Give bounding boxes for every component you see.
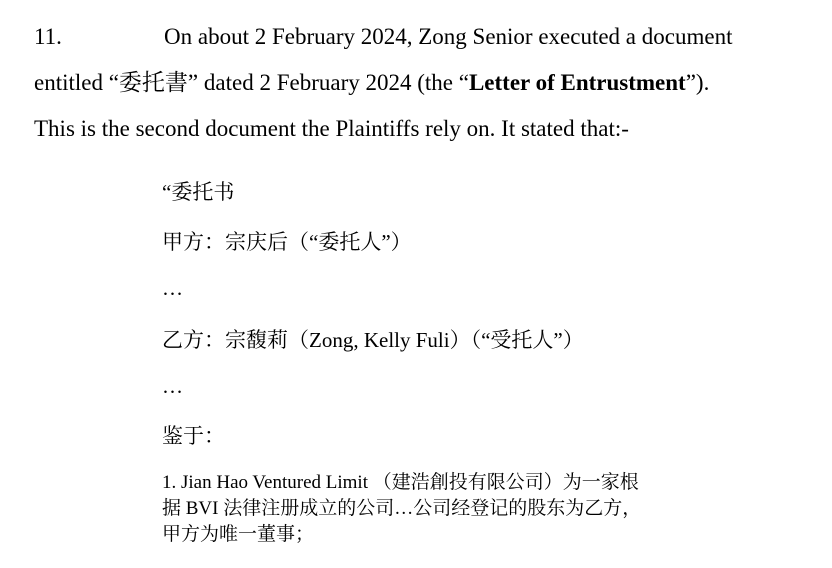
paragraph-line-1 [34, 14, 814, 60]
paragraph-number: 11. [34, 24, 62, 49]
quote-whereas: 鉴于： [162, 424, 225, 448]
quote-clause-1-line-2: 据 BVI 法律注册成立的公司…公司经登记的股东为乙方， [162, 498, 642, 519]
quote-clause-1-line-3: 甲方为唯一董事； [162, 524, 315, 545]
paragraph-line-2 [34, 60, 814, 106]
paragraph-line-1-text: On about 2 February 2024, Zong Senior executed a document [164, 24, 733, 49]
defined-term: Letter of Entrustment [468, 70, 686, 95]
paragraph-line-2-post: ”). [685, 70, 710, 95]
quote-clause-1-line-1: 1. Jian Hao Ventured Limit （建浩創投有限公司）为一家根 [162, 472, 639, 493]
quote-title: “委托书 [162, 180, 235, 204]
quote-ellipsis-2: … [162, 374, 183, 398]
paragraph-line-3: This is the second document the Plaintiffs rely on. It stated that:- [34, 116, 629, 141]
paragraph-11 [34, 14, 814, 152]
quote-ellipsis-1: … [162, 276, 183, 300]
quote-clause-1 [162, 470, 762, 548]
quote-party-b: 乙方：宗馥莉（Zong, Kelly Fuli）（“受托人”） [162, 328, 584, 352]
paragraph-line-2-pre: entitled “委托書” dated 2 February 2024 (the “ [34, 70, 469, 95]
quote-party-a: 甲方：宗庆后（“委托人”） [162, 230, 412, 254]
